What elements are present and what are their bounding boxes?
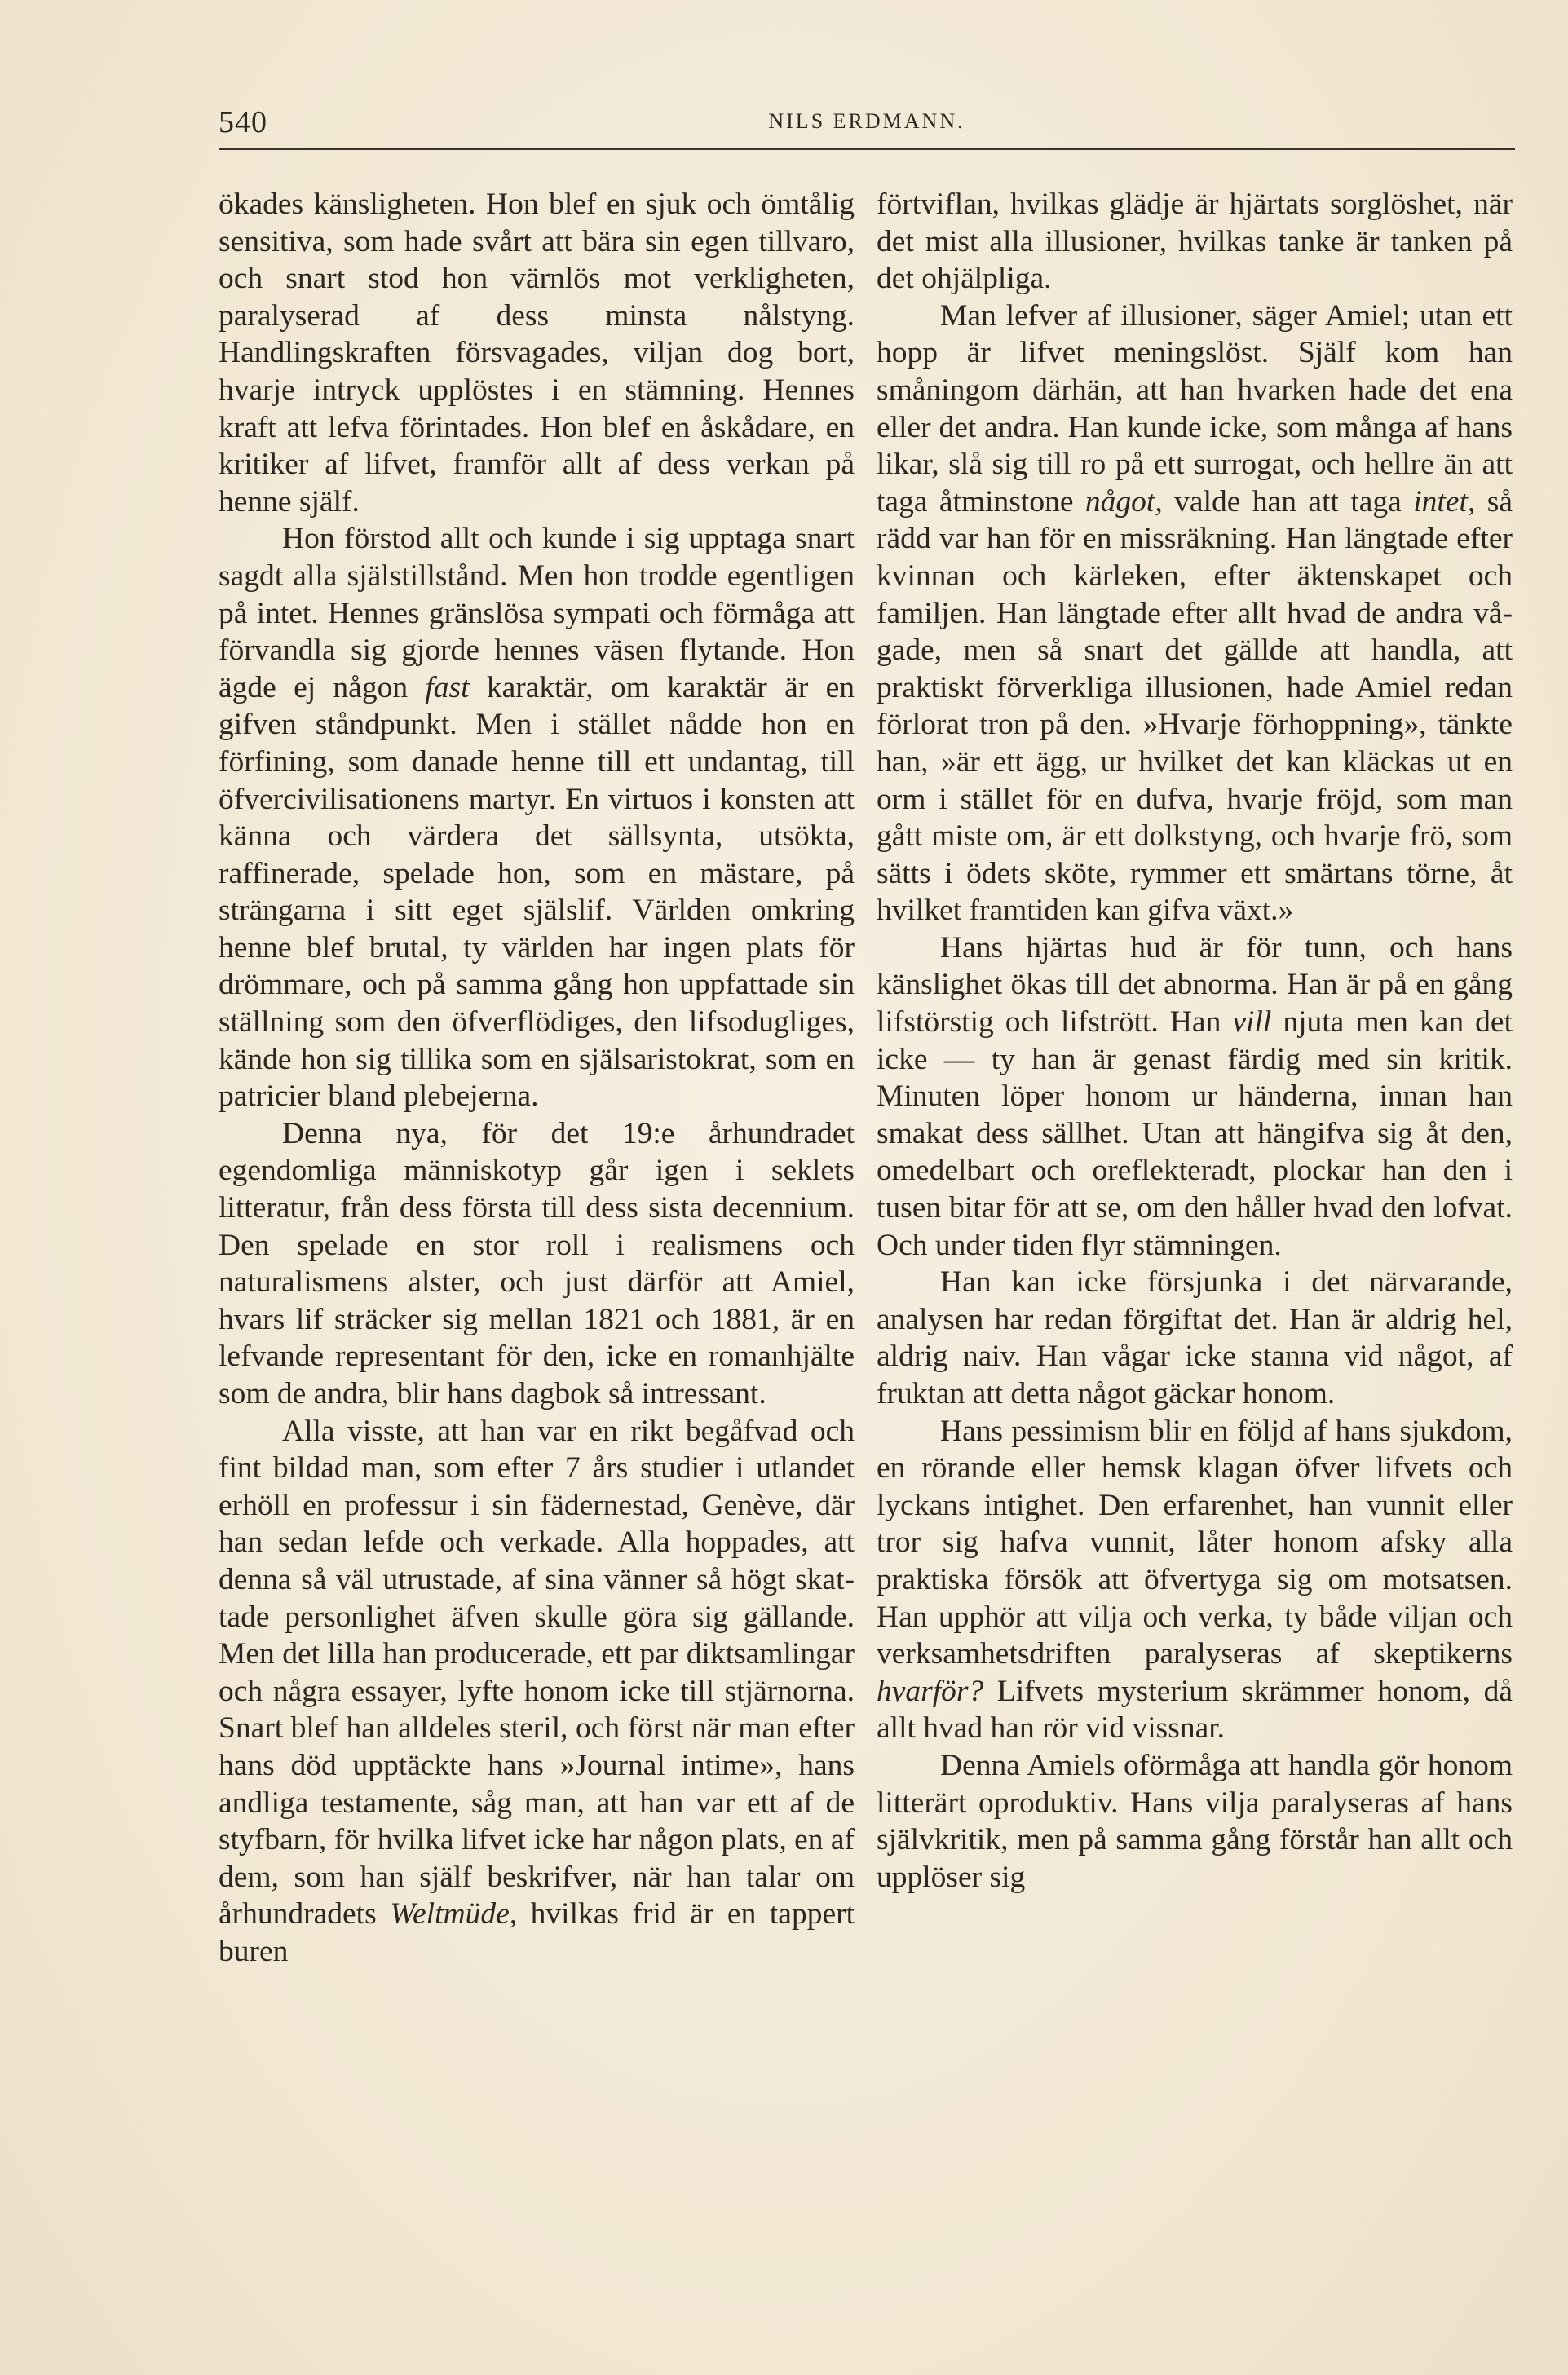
right-column bbox=[877, 186, 1513, 1896]
paragraph bbox=[877, 298, 1513, 929]
text-run: njuta men kan det icke — ty han är genast färdig med sin kritik. Minuten löper honom ur händerna, innan han smakat dess sällhet. Utan att hängifva sig åt den, omedelbart och oreflekteradt, plockar han den i tusen bitar för att se, om den håller hvad den lofvat. Och under tiden flyr stämningen. bbox=[877, 1005, 1513, 1262]
left-column bbox=[219, 186, 855, 1971]
paragraph bbox=[877, 929, 1513, 1264]
text-run: Hans hjärtas hud är för tunn, och hans känslighet ökas till det abnorma. Han är på en gång lifstörstig och lifstrött. Han bbox=[877, 930, 1513, 1040]
page-header bbox=[219, 104, 1515, 150]
emphasis: hvarför? bbox=[877, 1674, 984, 1708]
text-run: Alla visste, att han var en rikt begåfvad och fint bildad man, som efter 7 års studier i utlandet erhöll en professur i sin fädernestad, Genève, där han sedan lefde och verkade. Alla hoppades, att denna så väl utrustade, af sina vänner så högt skattade personlighet äfven skulle göra sig gällande. Men det lilla han producerade, ett par diktsamlingar och några essayer, lyfte honom icke till stjärnorna. Snart blef han alldeles steril, och först när man efter hans död upptäckte hans »Journal intime», hans andliga testamente, såg man, att han var ett af de styfbarn, för hvilka lifvet icke har någon plats, en af dem, som han själf beskrifver, när han talar om århundradets bbox=[219, 1414, 855, 1931]
running-head: NILS ERDMANN. bbox=[768, 109, 965, 133]
text-run: Hon förstod allt och kunde i sig upptaga snart sagdt alla själstillstånd. Men hon trodde egentligen på intet. Hennes gränslösa sympati och förmåga att förvandla sig gjorde hennes väsen flytande. Hon ägde ej någon bbox=[219, 522, 855, 704]
paragraph: Denna nya, för det 19:e århundradet egendomliga människotyp går igen i seklets litteratur, från dess första till dess sista decennium. Den spelade en stor roll i realismens och naturalismens alster, och just därför att Amiel, hvars lif sträcker sig mellan 1821 och 1881, är en lefvande representant för den, icke en romanhjälte som de andra, blir hans dagbok så intressant. bbox=[219, 1116, 855, 1410]
text-run: hvilkas frid är en tappert buren bbox=[219, 1897, 855, 1968]
paragraph: förtviflan, hvilkas glädje är hjärtats sorglöshet, när det mist alla illusioner, hvilkas tanke är tanken på det ohjälpliga. bbox=[877, 188, 1513, 296]
paragraph: Denna Amiels oförmåga att handla gör honom litterärt oproduktiv. Hans vilja paralyseras af hans självkritik, men på samma gång förstår han allt och upplöser sig bbox=[877, 1748, 1513, 1894]
paragraph bbox=[877, 1413, 1513, 1747]
emphasis: fast bbox=[425, 670, 470, 704]
emphasis: Weltmüde, bbox=[390, 1897, 518, 1931]
text-run: Lifvets mysterium skrämmer honom, då allt hvad han rör vid vissnar. bbox=[877, 1674, 1513, 1746]
paragraph: ökades känsligheten. Hon blef en sjuk och ömtålig sensitiva, som hade svårt att bära sin egen tillvaro, och snart stod hon värnlös mot verkligheten, paralyserad af dess minsta nålstyng. Handlingskraften försvagades, viljan dog bort, hvarje intryck upplöstes i en stämning. Hennes kraft att lefva förintades. Hon blef en åskådare, en kritiker af lifvet, framför allt af dess verkan på henne själf. bbox=[219, 188, 855, 519]
paragraph bbox=[219, 520, 855, 1115]
text-run: så rädd var han för en missräkning. Han längtade efter kvinnan och kärleken, efter äktenskapet och familjen. Han längtade efter allt hvad de andra vågade, men så snart det gällde att handla, att praktiskt förverkliga illusionen, hade Amiel redan förlorat tron på den. »Hvarje förhoppning», tänkte han, »är ett ägg, ur hvilket det kan kläckas ut en orm i stället för en dufva, hvarje fröjd, som man gått miste om, är ett dolkstyng, och hvarje frö, som sätts i ödets sköte, rymmer ett smärtans törne, åt hvilket framtiden kan gifva växt.» bbox=[877, 484, 1513, 928]
text-run: karaktär, om karaktär är en gifven ståndpunkt. Men i stället nådde hon en förfining, som danade henne till ett undantag, till öfvercivilisationens martyr. En virtuos i konsten att känna och värdera det sällsynta, utsökta, raffinerade, spelade hon, som en mästare, på strängarna i sitt eget själslif. Världen omkring henne blef brutal, ty världen har ingen plats för drömmare, och på samma gång hon uppfattade sin ställning som den öfverflödiges, den lifsodugliges, kände hon sig tillika som en själsaristokrat, som en patricier bland plebejerna. bbox=[219, 670, 855, 1114]
paragraph: Han kan icke försjunka i det närvarande, analysen har redan förgiftat det. Han är aldrig hel, aldrig naiv. Han vågar icke stanna vid något, af fruktan att detta något gäckar honom. bbox=[877, 1265, 1513, 1410]
text-run: valde han att taga bbox=[1162, 484, 1414, 519]
text-run: Man lefver af illusioner, säger Amiel; utan ett hopp är lifvet meningslöst. Själf kom han småningom därhän, att han hvarken hade det ena eller det andra. Han kunde icke, som många af hans likar, slå sig till ro på ett surrogat, och hellre än att taga åtminstone bbox=[877, 298, 1513, 519]
page-number: 540 bbox=[219, 105, 267, 139]
emphasis: vill bbox=[1232, 1005, 1272, 1040]
emphasis: intet, bbox=[1413, 484, 1476, 519]
emphasis: något, bbox=[1084, 484, 1163, 519]
text-run: Hans pessimism blir en följd af hans sjukdom, en rörande eller hemsk klagan öfver lifvets och lyckans intighet. Den erfarenhet, han vunnit eller tror sig hafva vunnit, låter honom afsky alla praktiska försök att öfvertyga sig om motsatsen. Han upphör att vilja och verka, ty både viljan och verksamhetsdriften paralyseras af skeptikerns bbox=[877, 1414, 1513, 1671]
paragraph bbox=[219, 1413, 855, 1971]
